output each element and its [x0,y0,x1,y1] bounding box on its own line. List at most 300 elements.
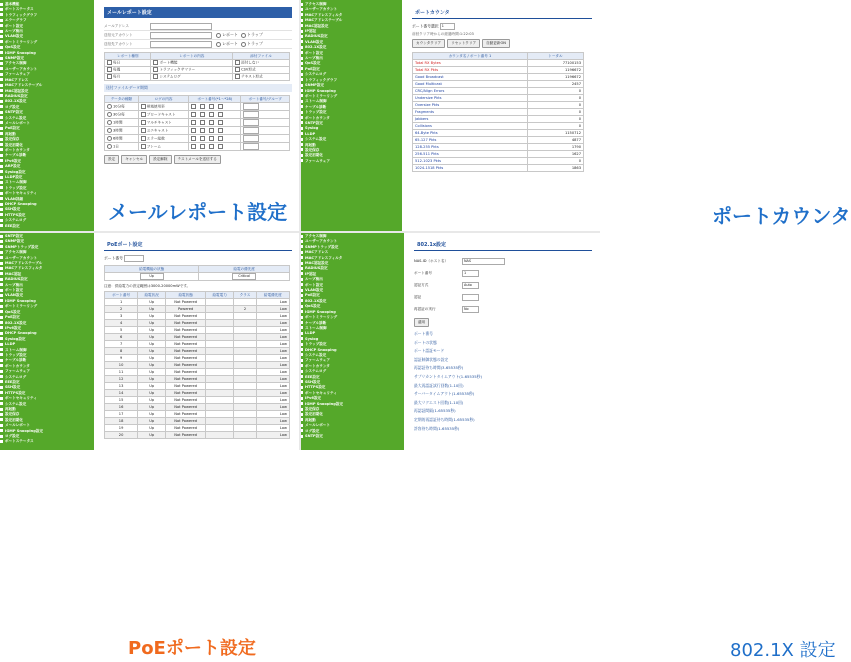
bullet-icon [0,213,3,216]
bullet-icon [0,143,3,146]
table-cell [234,348,257,355]
table-cell: Up [138,425,166,432]
radio-button[interactable] [107,104,112,109]
checkbox[interactable] [218,112,223,117]
table-row [105,362,290,369]
action-button[interactable]: 設定解除 [149,155,171,164]
table-cell: Up [138,355,166,362]
horizontal-divider [0,231,600,233]
column-header: 給電電力 [206,292,234,299]
sidebar-item-label: SNMP設定 [5,239,24,244]
sidebar-item-label: トラフィックグラフ [305,77,338,82]
sidebar-item-label: ポートカウンタ [305,363,330,368]
counter-value: 0 [527,95,583,102]
checkbox[interactable] [235,74,240,79]
radio-button[interactable] [241,42,246,47]
checkbox[interactable] [141,128,146,133]
checkbox[interactable] [209,128,214,133]
sidebar-item-label: Syslog設定 [5,169,26,174]
sidebar-item-label: VLAN設定 [5,293,24,298]
bullet-icon [0,78,3,81]
bullet-icon [0,165,3,168]
sidebar-item-label: ファームウェア [5,369,30,374]
table-row [105,390,290,397]
field-select[interactable]: No [462,306,479,313]
checkbox[interactable] [235,67,240,72]
table-cell: 8 [105,348,138,355]
radio-button[interactable] [107,120,112,125]
checkbox[interactable] [200,144,205,149]
counter-value: 1196672 [527,74,583,81]
checkbox[interactable] [218,136,223,141]
counter-name[interactable]: Undersize Pkts [413,95,528,102]
counter-name[interactable]: Oversize Pkts [413,102,528,109]
apply-button[interactable]: 適用 [414,318,429,327]
checkbox[interactable] [200,104,205,109]
sidebar-item[interactable] [300,434,404,439]
sidebar-item-label: ログ設定 [5,434,20,439]
table-row [413,109,584,116]
supply-state-select[interactable]: Up [140,273,164,280]
sidebar-item-label: IGMP Snooping [305,88,336,93]
table-cell [234,369,257,376]
column-header: 給電状態 [166,292,206,299]
table-cell: Not Powered [166,369,206,376]
column-header: ポート番号/グループ [241,96,290,103]
action-button[interactable]: カウンタクリア [412,39,445,48]
counter-name[interactable]: 128-255 Pkts [413,144,528,151]
counter-name[interactable]: 64-Byte Pkts [413,130,528,137]
sidebar-item-label: SNTP設定 [5,234,23,238]
radio-button[interactable] [107,112,112,117]
checkbox[interactable] [209,120,214,125]
table-cell [233,67,290,74]
setting-label: 再認証間隔(1-65535秒) [414,408,456,414]
port-counter-panel [300,0,851,232]
sidebar-item-label: ポートステータス [5,439,34,444]
checkbox[interactable] [141,112,146,117]
checkbox[interactable] [218,144,223,149]
bullet-icon [0,316,3,319]
sidebar-item-label: ストーム制御 [5,347,27,352]
sidebar-item-label: PoE設定 [5,315,20,320]
counter-name[interactable]: Total RX Pkts [413,67,528,74]
table-row [105,397,290,404]
table-cell: Low [256,348,289,355]
counter-value: 1150712 [527,130,583,137]
table-cell: Not Powered [166,320,206,327]
bullet-icon [0,256,3,259]
table-cell [105,74,151,81]
text-field[interactable] [150,23,212,30]
sidebar-item-label: MACアドレスフィルタ [5,266,43,271]
table-cell: 5 [105,327,138,334]
table-cell [138,103,189,111]
sidebar-item-label: ユーザーアカウント [5,255,38,260]
table-cell: Low [256,376,289,383]
column-header: カウンタ名 / ポート番号 1 [413,53,528,60]
page-title: PoEポート設定 [104,239,292,251]
sidebar-item-label: アクセス制御 [305,234,327,238]
table-cell: Up [138,376,166,383]
sidebar-item-label: SSH設定 [5,207,21,212]
sidebar-item-label: IGMP Snooping [305,309,336,314]
field-select[interactable]: NAS [462,258,505,265]
bullet-icon [0,192,3,195]
field-select[interactable]: 1 [462,270,479,277]
counter-name[interactable]: Good Multicast [413,81,528,88]
checkbox[interactable] [200,120,205,125]
button-row [414,318,592,327]
port-label: ポート番号 [104,255,123,261]
cell-text: 添付しない [241,60,260,65]
table-cell: 13 [105,383,138,390]
table-row [413,137,584,144]
checkbox[interactable] [218,104,223,109]
cell-text: 30分毎 [113,112,125,117]
table-row [105,411,290,418]
radio-label: トラップ [247,41,263,46]
table-cell: 1 [105,299,138,306]
bullet-icon [0,380,3,383]
sidebar-item-label: EEE設定 [305,374,320,379]
checkbox[interactable] [191,144,196,149]
sidebar-item-label: ポートセキュリティ [5,191,37,196]
table-cell: Not Powered [166,313,206,320]
column-header: ポート番号(*1～*28) [189,96,241,103]
checkbox[interactable] [209,136,214,141]
radio-button[interactable] [216,33,221,38]
counter-value: 77100153 [527,60,583,67]
bullet-icon [0,111,3,114]
text-field[interactable] [243,111,259,118]
checkbox[interactable] [141,136,146,141]
checkbox[interactable] [235,60,240,65]
checkbox[interactable] [209,104,214,109]
checkbox[interactable] [209,112,214,117]
range-note: 注意：供給電力の設定範囲は3000-20000mWです。 [104,284,191,288]
table-cell: Low [256,299,289,306]
table-cell: Up [138,327,166,334]
bullet-icon [0,370,3,373]
radio-button[interactable] [241,33,246,38]
radio-button[interactable] [216,42,221,47]
table-cell: Not Powered [166,425,206,432]
column-header: クラス [234,292,257,299]
sidebar-item-label: RADIUS設定 [305,34,328,39]
action-button[interactable]: リセットクリア [447,39,480,48]
cell-text: 1日 [113,144,119,149]
checkbox[interactable] [107,74,112,79]
table-cell [206,362,234,369]
action-button[interactable]: 自動更新ON [482,39,510,48]
table-cell [138,119,189,127]
table-cell: Up [138,306,166,313]
radio-button[interactable] [107,128,112,133]
table-cell [189,143,241,151]
bullet-icon [0,272,3,275]
text-field[interactable] [243,135,259,142]
table-row [105,355,290,362]
text-field[interactable] [150,32,212,39]
setting-label: ポート認証モード [414,348,445,354]
sidebar-item-label: HTTPS設定 [5,390,26,395]
sidebar-item-label: Syslog [305,126,319,131]
checkbox[interactable] [153,74,158,79]
port-select[interactable]: 1 [440,23,455,30]
table-cell [234,320,257,327]
checkbox[interactable] [153,60,158,65]
bullet-icon [0,84,3,87]
action-button[interactable]: キャンセル [121,155,147,164]
text-field[interactable] [150,41,212,48]
sidebar-item-label: ポート設定 [5,288,23,293]
text-field[interactable] [243,127,259,134]
checkbox[interactable] [191,136,196,141]
sidebar-item[interactable] [0,224,94,229]
table-row [413,151,584,158]
form-row [414,279,592,291]
setting-label: ポート番号 [414,331,433,336]
bullet-icon [0,262,3,265]
port-settings-list [414,330,592,433]
main-content [404,0,600,232]
sidebar-item-label: IGMP Snooping設定 [5,428,43,433]
cell-text: マルチキャスト [146,120,172,125]
checkbox[interactable] [141,144,146,149]
cell-text: エラー総数 [146,136,165,141]
supply-priority-select[interactable]: Critical [232,273,256,280]
table-cell: Low [256,306,289,313]
table-cell [105,67,151,74]
page-title: メールレポート設定 [104,7,292,18]
table-cell: Up [138,390,166,397]
counter-name[interactable]: Collisions [413,123,528,130]
counter-value: 1627 [527,151,583,158]
table-cell [206,341,234,348]
radio-button[interactable] [107,136,112,141]
sidebar-item-label: ポートカウンタ [305,115,330,120]
table-cell: Not Powered [166,348,206,355]
bullet-icon [0,170,3,173]
form-row [414,291,592,303]
checkbox[interactable] [209,144,214,149]
table-row [105,119,290,127]
sidebar-item[interactable] [300,159,402,164]
sidebar-item-label: EEE設定 [5,379,20,384]
text-field[interactable] [243,143,259,150]
action-button[interactable]: 設定 [104,155,119,164]
field-label: 送信元アカウント [104,32,133,37]
table-row [105,74,290,81]
table-cell [206,355,234,362]
table-cell: Low [256,362,289,369]
sidebar-item-label: 802.1X設定 [305,45,327,50]
sidebar-item-label: 802.1X設定 [305,298,327,303]
table-cell [138,111,189,119]
period-table [104,95,290,151]
table-cell: Not Powered [166,327,206,334]
sidebar-item-label: VLAN設定 [5,34,24,39]
table-cell [206,376,234,383]
table-row [105,60,290,67]
checkbox[interactable] [191,112,196,117]
table-cell: Low [256,383,289,390]
sidebar-item-label: ファームウェア [5,72,30,77]
sidebar-item-label: システムログ [305,369,327,374]
table-cell: 7 [105,341,138,348]
sidebar-item-label: DHCP Snooping [305,347,337,352]
table-cell: Not Powered [166,376,206,383]
table-cell: Up [138,334,166,341]
table-cell [233,74,290,81]
table-cell [105,135,139,143]
text-field[interactable] [243,103,259,110]
checkbox[interactable] [218,120,223,125]
table-row [413,165,584,172]
checkbox[interactable] [218,128,223,133]
counter-name[interactable]: CRC/Align Errors [413,88,528,95]
table-cell [234,362,257,369]
sidebar-item-label: MACアドレステーブル [5,83,43,88]
action-button[interactable]: テストメールを送信する [174,155,221,164]
bullet-icon [0,181,3,184]
counter-name[interactable]: 1024-1518 Pkts [413,165,528,172]
bullet-icon [0,267,3,270]
checkbox[interactable] [200,112,205,117]
sidebar-item-label: 設定保存 [5,412,20,417]
sidebar-item-label: ストーム制御 [305,325,327,330]
table-row [413,88,584,95]
field-select[interactable] [462,294,479,301]
checkbox[interactable] [200,128,205,133]
sidebar-item-label: ストーム制御 [305,99,327,104]
sidebar-item-label: LLDP設定 [5,175,23,179]
counter-name[interactable]: Jabbers [413,116,528,123]
sidebar-item-label: 再起動 [5,131,16,136]
table-cell: Not Powered [166,397,206,404]
table-cell [206,299,234,306]
sidebar-item-label: QoS設定 [5,309,21,314]
counter-name[interactable]: 256-511 Pkts [413,151,528,158]
table-cell [151,67,233,74]
sidebar-item-label: 再起動 [305,417,316,422]
counter-name[interactable]: Fragments [413,109,528,116]
table-row [413,144,584,151]
checkbox[interactable] [191,128,196,133]
checkbox[interactable] [191,120,196,125]
table-cell: Not Powered [166,299,206,306]
table-cell: Up [138,404,166,411]
counter-name[interactable]: 512-1023 Pkts [413,158,528,165]
table-row [413,74,584,81]
bullet-icon [0,35,3,38]
column-header: レポートの内容 [151,53,233,60]
sidebar-item[interactable] [0,439,94,444]
table-cell [138,135,189,143]
table-cell: 17 [105,411,138,418]
bullet-icon [0,197,3,200]
bullet-icon [0,294,3,297]
sidebar-item-label: SSH設定 [5,385,21,390]
bullet-icon [0,245,3,248]
table-cell: Low [256,313,289,320]
sidebar-item-label: LLDP [5,342,16,347]
counter-name[interactable]: Total RX Bytes [413,60,528,67]
sidebar-item-label: 設定保存 [305,147,320,152]
checkbox[interactable] [141,104,146,109]
sidebar-item-label: 再起動 [5,407,16,411]
counter-value: 0 [527,109,583,116]
checkbox[interactable] [107,60,112,65]
table-cell: 15 [105,397,138,404]
field-select[interactable]: Auto [462,282,479,289]
bullet-icon [0,30,3,33]
main-content [96,232,300,450]
checkbox[interactable] [153,67,158,72]
form-row [414,255,592,267]
field-label: 認証方式 [414,282,429,287]
sidebar-item-label: ユーザーアカウント [305,239,338,244]
setting-label: 定期的再認証待ち時間(1-65535秒) [414,416,475,422]
table-cell [241,111,290,119]
supply-table [104,265,290,281]
radio-label: レポート [222,32,238,37]
sidebar-item-label: ループ検出 [5,29,23,34]
table-cell [206,320,234,327]
table-row [413,102,584,109]
sidebar-item-label: QoS設定 [305,304,321,309]
dot1x-panel [300,232,836,661]
table-cell [206,327,234,334]
table-cell: Up [138,383,166,390]
sidebar-item-label: ポートミラーリング [305,315,338,320]
table-cell: 11 [105,369,138,376]
port-input[interactable] [124,255,144,262]
table-cell: Low [256,418,289,425]
counter-name[interactable]: 65-127 Pkts [413,137,528,144]
bullet-icon [0,62,3,65]
bullet-icon [0,159,3,162]
sidebar-item-label: HTTPS設定 [5,212,26,217]
checkbox[interactable] [200,136,205,141]
table-cell [234,390,257,397]
table-cell: Up [138,397,166,404]
cell-text: トラフィックサマリー [159,67,196,72]
table-cell [189,111,241,119]
sidebar-item-label: トラップ設定 [5,352,27,357]
table-cell [206,313,234,320]
setting-label: サーバータイムアウト(1-65535秒) [414,391,475,397]
sidebar-item-label: ポートミラーリング [5,304,38,309]
counter-name[interactable]: Good Broadcast [413,74,528,81]
sidebar-item-label: ポートカウンタ [5,147,30,152]
table-row [105,111,290,119]
text-field[interactable] [243,119,259,126]
bullet-icon [0,89,3,92]
counter-value: 4877 [527,137,583,144]
table-cell: Up [138,348,166,355]
counter-value: 0 [527,88,583,95]
checkbox[interactable] [141,120,146,125]
sidebar-item-label: ポートミラーリング [305,93,338,98]
radio-button[interactable] [107,144,112,149]
bullet-icon [0,435,3,438]
table-cell [151,60,233,67]
checkbox[interactable] [107,67,112,72]
checkbox[interactable] [191,104,196,109]
sidebar-item-label: QoS設定 [305,61,321,66]
